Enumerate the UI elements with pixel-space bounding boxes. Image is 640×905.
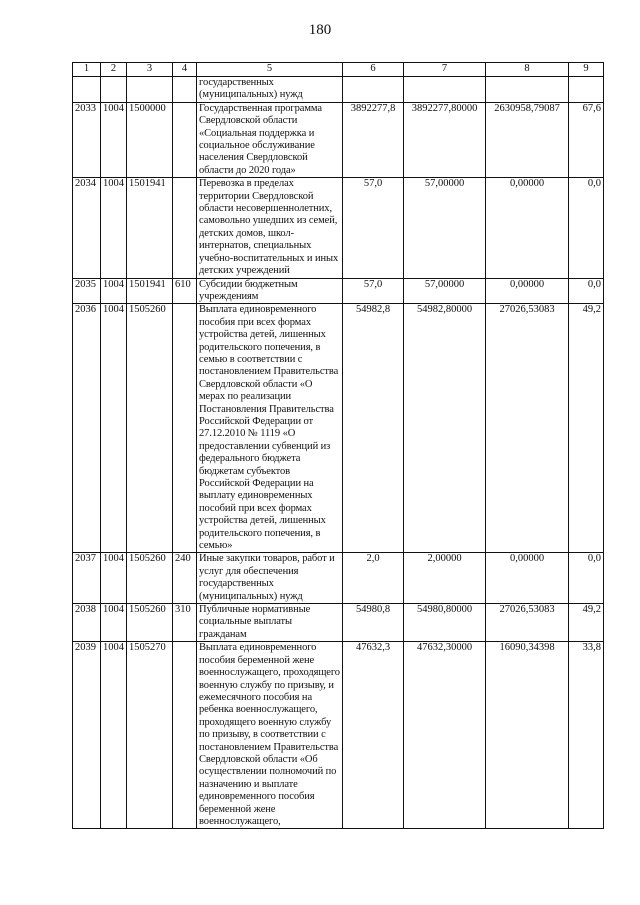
row-number-cell: 2038	[73, 604, 101, 642]
executed-value-cell: 2630958,79087	[486, 102, 569, 177]
expense-type-cell	[173, 178, 197, 278]
plan-value-cell: 54982,8	[343, 304, 404, 553]
plan-value-cell: 57,0	[343, 178, 404, 278]
section-code-cell: 1004	[101, 278, 127, 304]
column-header: 6	[343, 63, 404, 77]
row-number-cell: 2036	[73, 304, 101, 553]
row-number-cell: 2035	[73, 278, 101, 304]
section-code-cell	[101, 77, 127, 103]
expense-type-cell	[173, 77, 197, 103]
plan-value-cell: 57,0	[343, 278, 404, 304]
table-row	[73, 304, 604, 553]
description-cell: Иные закупки товаров, работ и услуг для обеспечения государственных (муниципальных) нужд	[197, 553, 343, 604]
target-item-cell	[127, 77, 173, 103]
plan-value-cell	[343, 77, 404, 103]
clarified-value-cell	[404, 77, 486, 103]
column-header: 1	[73, 63, 101, 77]
description-cell: Перевозка в пределах территории Свердловской области несовершеннолетних, самовольно ушедших из семей, детских домов, школ-интернатов, специальных учебно-воспитательных и иных детских учреждений	[197, 178, 343, 278]
target-item-cell: 1505270	[127, 642, 173, 829]
clarified-value-cell: 54980,80000	[404, 604, 486, 642]
executed-value-cell: 0,00000	[486, 553, 569, 604]
row-number-cell: 2037	[73, 553, 101, 604]
row-number-cell	[73, 77, 101, 103]
target-item-cell: 1505260	[127, 304, 173, 553]
expense-type-cell: 310	[173, 604, 197, 642]
plan-value-cell: 3892277,8	[343, 102, 404, 177]
clarified-value-cell: 2,00000	[404, 553, 486, 604]
expense-type-cell	[173, 304, 197, 553]
column-header: 9	[569, 63, 604, 77]
description-cell: Публичные нормативные социальные выплаты гражданам	[197, 604, 343, 642]
target-item-cell: 1501941	[127, 178, 173, 278]
percent-cell: 0,0	[569, 553, 604, 604]
section-code-cell: 1004	[101, 642, 127, 829]
description-cell: государственных (муниципальных) нужд	[197, 77, 343, 103]
section-code-cell: 1004	[101, 102, 127, 177]
expense-type-cell	[173, 102, 197, 177]
section-code-cell: 1004	[101, 178, 127, 278]
executed-value-cell	[486, 77, 569, 103]
percent-cell: 49,2	[569, 604, 604, 642]
table-row	[73, 604, 604, 642]
section-code-cell: 1004	[101, 304, 127, 553]
column-header: 4	[173, 63, 197, 77]
executed-value-cell: 0,00000	[486, 178, 569, 278]
percent-cell: 49,2	[569, 304, 604, 553]
table-row	[73, 102, 604, 177]
target-item-cell: 1505260	[127, 553, 173, 604]
table-row	[73, 553, 604, 604]
percent-cell: 0,0	[569, 178, 604, 278]
description-cell: Выплата единовременного пособия при всех формах устройства детей, лишенных родительского попечения, в семью в соответствии с постановлением Правительства Свердловской области «О мерах по реализации Постановления Правительства Российской Федерации от 27.12.2010 № 1119 «О предоставлении субвенций из федерального бюджета бюджетам субъектов Российской Федерации на выплату единовременных пособий при всех формах устройства детей, лишенных родительского попечения, в семью»	[197, 304, 343, 553]
table-row	[73, 178, 604, 278]
executed-value-cell: 0,00000	[486, 278, 569, 304]
executed-value-cell: 27026,53083	[486, 604, 569, 642]
column-header: 8	[486, 63, 569, 77]
clarified-value-cell: 47632,30000	[404, 642, 486, 829]
column-header: 3	[127, 63, 173, 77]
percent-cell	[569, 77, 604, 103]
table-row	[73, 77, 604, 103]
percent-cell: 0,0	[569, 278, 604, 304]
column-header: 5	[197, 63, 343, 77]
column-header: 2	[101, 63, 127, 77]
expense-type-cell: 610	[173, 278, 197, 304]
column-header: 7	[404, 63, 486, 77]
target-item-cell: 1505260	[127, 604, 173, 642]
clarified-value-cell: 3892277,80000	[404, 102, 486, 177]
description-cell: Государственная программа Свердловской области «Социальная поддержка и социальное обслуживание населения Свердловской области до 2020 года»	[197, 102, 343, 177]
executed-value-cell: 16090,34398	[486, 642, 569, 829]
section-code-cell: 1004	[101, 553, 127, 604]
clarified-value-cell: 57,00000	[404, 278, 486, 304]
plan-value-cell: 2,0	[343, 553, 404, 604]
plan-value-cell: 47632,3	[343, 642, 404, 829]
percent-cell: 67,6	[569, 102, 604, 177]
table-row	[73, 278, 604, 304]
page-number: 180	[308, 22, 332, 38]
target-item-cell: 1501941	[127, 278, 173, 304]
row-number-cell: 2034	[73, 178, 101, 278]
table-body	[73, 77, 604, 829]
row-number-cell: 2033	[73, 102, 101, 177]
clarified-value-cell: 54982,80000	[404, 304, 486, 553]
expense-type-cell	[173, 642, 197, 829]
expense-type-cell: 240	[173, 553, 197, 604]
clarified-value-cell: 57,00000	[404, 178, 486, 278]
percent-cell: 33,8	[569, 642, 604, 829]
row-number-cell: 2039	[73, 642, 101, 829]
description-cell: Выплата единовременного пособия беременной жене военнослужащего, проходящего военную службу по призыву, и ежемесячного пособия на ребенка военнослужащего, проходящего военную службу по призыву, в соответствии с постановлением Правительства Свердловской области «Об осуществлении полномочий по назначению и выплате единовременного пособия беременной жене военнослужащего,	[197, 642, 343, 829]
description-cell: Субсидии бюджетным учреждениям	[197, 278, 343, 304]
executed-value-cell: 27026,53083	[486, 304, 569, 553]
budget-table	[72, 62, 604, 829]
section-code-cell: 1004	[101, 604, 127, 642]
header-row	[73, 63, 604, 77]
target-item-cell: 1500000	[127, 102, 173, 177]
table-row	[73, 642, 604, 829]
plan-value-cell: 54980,8	[343, 604, 404, 642]
